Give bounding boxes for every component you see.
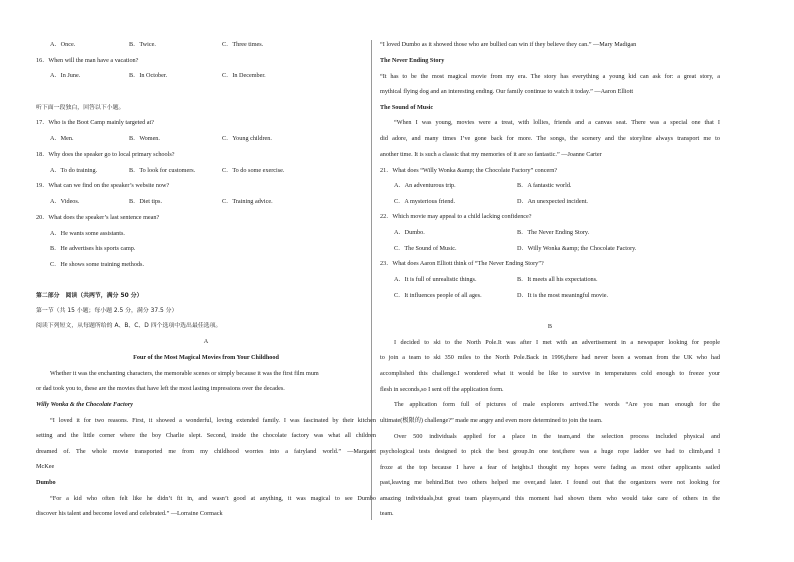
q22-option-a: A．Dumbo. [394,229,425,236]
question-17: 17．Who is the Boot Camp mainly targeted at? [36,119,154,126]
intro-line-1: Whether it was the enchanting characters, the memorable scenes or simply because it was the first film mum [50,370,319,377]
question-18: 18．Why does the speaker go to local primary schools? [36,151,175,158]
passage-b-p3-line-1: Over 500 individuals applied for a place in the team,and the selection process included physical and [394,433,720,440]
passage-b-p3-line-4: past,leaving me behind.But two others helped me over,and later. I found out that the organizers were not looking for [380,479,720,486]
section-one-heading: 第一节（共 15 小题；每小题 2.5 分，满分 37.5 分） [36,308,178,314]
question-20: 20．What does the speaker’s last sentence mean? [36,214,160,221]
q15-option-a: A．Once. [50,41,76,48]
sound-of-music-title: The Sound of Music [380,104,434,111]
q21-option-c: C．A mysterious friend. [394,198,456,205]
q16-option-c: C．In December. [222,72,266,79]
passage-b-p1-line-2: to join a team to ski 350 miles to the North Pole.Back in 1996,there had never been a woman from the UK who had [380,354,720,361]
passage-b-p3-line-2: psychological tests designed to pick the best group.In one test,there was a huge rope ladder we had to climb,and I [380,448,720,455]
passage-b-p3-line-3: froze at the top because I have a fear of heights.I thought my hopes were fading as most other applicants sailed [380,464,720,471]
sound-line-1: “When I was young, movies were a treat, with lollies, friends and a canvas seat. There was a special one that I [394,119,720,126]
q22-option-b: B．The Never Ending Story. [517,229,590,236]
never-line-2: mythical flying dog and an interesting ending. Our family continue to watch it today.” —Aaron Elliott [380,88,634,95]
q23-option-c: C．It influences people of all ages. [394,292,482,299]
passage-b-p1-line-3: accomplished this challenge.I wondered what it would be like to survive in temperatures cold enough to freeze your [380,370,720,377]
passage-b-p1-line-1: I decided to ski to the North Pole.It was after I met with an advertisement in a newspaper looking for people [394,339,720,346]
question-19: 19．What can we find on the speaker’s website now? [36,182,170,189]
q21-option-a: A．An adventurous trip. [394,182,456,189]
willy-line-1: “I loved it for two reasons. First, it showed a wonderful, loving extended family. I was fascinated by their kitchen [50,417,376,424]
q20-option-b: B．He advertises his sports camp. [50,245,136,252]
q16-option-a: A．In June. [50,72,81,79]
passage-a-title: Four of the Most Magical Movies from Your Childhood [133,354,279,361]
q17-option-c: C．Young children. [222,135,272,142]
passage-b-p2-line-1: The application form full of pictures of male explorers arrived.The words “Are you man enough for the [394,401,720,408]
q17-option-a: A．Men. [50,135,74,142]
q15-option-c: C．Three times. [222,41,264,48]
listening-intro: 听下面一段独白，回答以下小题。 [36,105,125,111]
part-two-title: 第二部分 阅读（共两节，满分 50 分） [36,293,143,299]
willy-wonka-title: Willy Wonka & the Chocolate Factory [36,401,133,408]
q20-option-c: C．He shows some training methods. [50,261,145,268]
passage-b-p1-line-4: flesh in seconds,so I sent off the application form. [380,386,504,393]
willy-line-3: dreamed of. The whole movie transported me from my childhood worries into a fairyland world.” —Margaret [36,448,376,455]
dumbo-line-1: “For a kid who often felt like he didn’t fit in, and wasn’t good at anything, it was magical to see Dumbo [50,495,376,502]
q23-option-b: B．It meets all his expectations. [517,276,598,283]
q19-option-b: B．Diet tips. [129,198,163,205]
q18-option-c: C．To do some exercise. [222,167,285,174]
reading-instruction: 阅读下列短文，从每题所给的 A、B、C、D 四个选项中选出最佳选项。 [36,323,222,329]
q18-option-b: B．To look for customers. [129,167,196,174]
q22-option-c: C．The Sound of Music. [394,245,457,252]
passage-b-p2-line-2: ultimate(极限的) challenge?” made me angry and even more determined to join the team. [380,417,603,424]
never-ending-story-title: The Never Ending Story [380,57,445,64]
q19-option-a: A．Videos. [50,198,80,205]
q15-option-b: B．Twice. [129,41,156,48]
q23-option-d: D．It is the most meaningful movie. [517,292,609,299]
dumbo-title: Dumbo [36,479,56,486]
sound-line-2: did adore, and many times I’ve gone back for more. The songs, the scenery and the storyline always transport me to [380,135,720,142]
willy-line-2: setting and the little corner where the boy Charlie slept. Second, inside the chocolate factory was what all children [36,432,376,439]
passage-a-label: A [203,338,209,345]
question-23: 23．What does Aaron Elliott think of “The Never Ending Story”? [380,260,544,267]
q17-option-b: B．Women. [129,135,160,142]
intro-line-2: or dad took you to, these are the movies that have left the most lasting impressions over the decades. [36,385,285,392]
q23-option-a: A．It is full of unrealistic things. [394,276,477,283]
passage-b-p3-line-5: amazing individuals,but great team players,and this moment had shown them who would take care of others in the [380,495,720,502]
sound-line-3: another time. It is such a classic that my memories of it are so fantastic.” —Joanne Carter [380,151,602,158]
q21-option-b: B．A fantastic world. [517,182,572,189]
never-line-1: “It has to be the most magical movie from my era. The story has everything a young kid can ask for: a great story, a [380,73,720,80]
question-21: 21．What does “Willy Wonka &amp; the Chocolate Factory” concern? [380,167,558,174]
q19-option-c: C．Training advice. [222,198,273,205]
q16-option-b: B．In October. [129,72,168,79]
q20-option-a: A．He wants some assistants. [50,230,125,237]
q22-option-d: D．Willy Wonka &amp; the Chocolate Factory. [517,245,637,252]
passage-b-p3-line-6: team. [380,510,394,517]
question-16: 16．When will the man have a vacation? [36,57,139,64]
question-22: 22．Which movie may appeal to a child lacking confidence? [380,213,532,220]
dumbo-line-2: discover his talent and become loved and celebrated.” —Lorraine Cormack [36,510,223,517]
passage-b-label: B [547,323,553,330]
dumbo-quote: “I loved Dumbo as it showed those who are bullied can win if they believe they can.” —Mary Madigan [380,41,637,48]
q18-option-a: A．To do training. [50,167,98,174]
q21-option-d: D．An unexpected incident. [517,198,588,205]
willy-line-4: McKee [36,463,55,470]
